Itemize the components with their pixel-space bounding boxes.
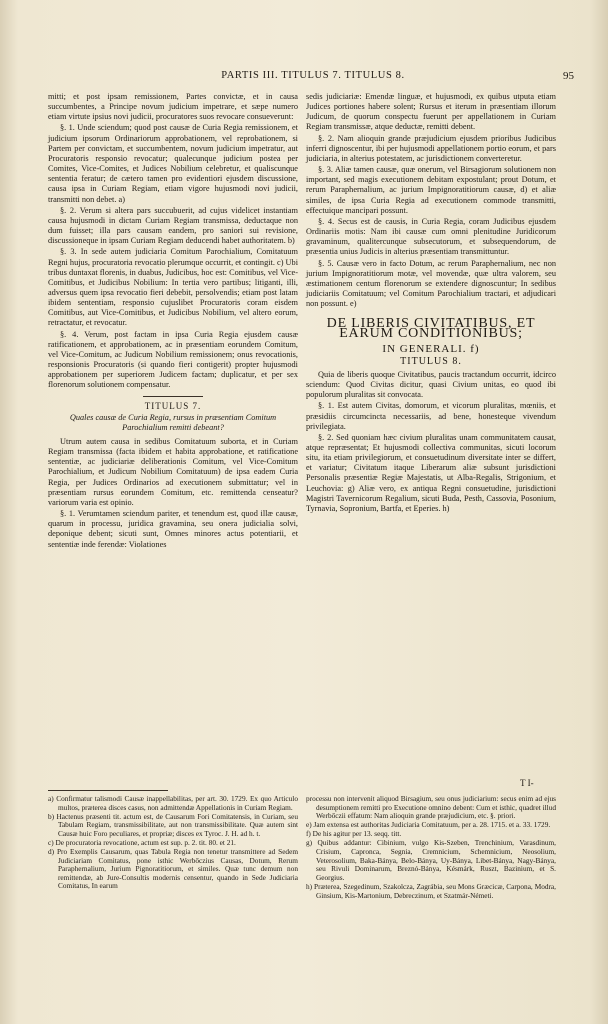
footnote: a) Confirmatur talismodi Causæ inappellabilitas, per art. 30. 1729. Ex quo Articulo multos, præterea disces casus, non admittendæ Appellationis in Curiam Regiam. bbox=[48, 794, 298, 812]
footnotes-left bbox=[48, 795, 298, 892]
catchword: T I- bbox=[520, 778, 534, 788]
footnote: f) De his agitur per 13. seqq. titt. bbox=[306, 829, 402, 839]
footnote: g) Quibus addantur: Cibinium, vulgo Kis-Szeben, Trenchinium, Varasdinum, Crisium, Capronca, Segnia, Cremnicium, Schemnicium, Neosolium, Veterosolium, Baka-Bánya, Belo-Bánya, Uy-Bánya, Libet-Bánya, Nagy-Bánya, seu Rivuli Dominarum, Breznó-Bánya, Késmárk, Ruszt, Bazinium, et S. Georgius. bbox=[306, 838, 556, 882]
section-subtitle: IN GENERALI. f) bbox=[382, 342, 480, 355]
paragraph: §. 1. Unde sciendum; quod post causæ de Curia Regia remissionem, et judicium ipsorum Ordinariorum approbationem, vel reprobationem, si Partem per convictam, et succumbentem, novum judicium impetratur, aut Procuratoris responsio revocatur; qualecunque judicium postea per Comites, Vice-Comites, et Judices Nobilium celebretur, et qualiscunque sententia feratur; de cætero tamen pro evidentiori ejusdem discussione, causa ipsa in Curiam Regiam, etiam vigore hujusmodi novi judicii, transmitti non debet. a) bbox=[48, 123, 298, 204]
footnote: c) De procuratoria revocatione, actum est sup. p. 2. tit. 80. et 21. bbox=[48, 837, 236, 847]
divider bbox=[143, 396, 203, 397]
paragraph: §. 2. Verum si altera pars succubuerit, ad cujus videlicet instantiam causa hujusmodi in dictam Curiam Regiam transmissa, deductaque non dum fuisset; illa pars causam eandem, pro saniori sui revisione, discussioneque in ipsam Curiam Regiam deducendi habet authoritatem. b) bbox=[48, 205, 298, 246]
paragraph: §. 4. Verum, post factam in ipsa Curia Regia ejusdem causæ ratificationem, et approbationem, ac in præsentiam eorundem Comitum, vel Vice-Comitum, ac Judicum Nobilium remissionem; onus revocationis, responsionis Procuratoris (si quando fieri contigerit) propter hujusmodi approbationem per superiorem Judicem factam; duplicatur, et per sex florenorum solutionem compensatur. bbox=[48, 329, 298, 390]
right-column bbox=[306, 92, 556, 515]
paragraph: §. 2. Sed quoniam hæc civium pluralitas unam communitatem causat, atque repræsentat; Et hujusmodi collectiva communitas, sicuti locorum situ, ita etiam privilegiorum, et consuetudinum diversitate inter se differt, et variatur; Civitatum itaque Liberarum aliæ subsunt jurisdictioni Personalis præsentiæ Regiæ Majestatis, ut Alba-Regalis, Strigonium, et Leuchovia: g) Aliæ vero, ex antiqua Regni consuetudine, jurisdictioni Magistri Tavernicorum Regalium, sicuti Buda, Pesth, Cassovia, Posonium, Tyrnavia, Sopronium, Bartfa, et Eperies. h) bbox=[306, 432, 556, 513]
paragraph: §. 4. Secus est de causis, in Curia Regia, coram Judicibus ejusdem Ordinariis motis: Nam ibi causæ cum omni plenitudine Juridicorum gravaminum, qualitercunque subsecutorum, et subsequendorum, de præsentia unius Judicis in alterius præsentiam transmittuntur. bbox=[306, 216, 556, 257]
paragraph: §. 3. Aliæ tamen causæ, quæ onerum, vel Birsagiorum solutionem non important, sed magis executionem debitam expostulant; prout Dotum, et rerum Paraphernalium, ac jurium Impignoratitiorum causæ, d) et aliæ similes, de ipsa Curia Regia ad executionem commode transmitti, effectuique mancipari possunt. bbox=[306, 165, 556, 215]
page-number: 95 bbox=[563, 70, 574, 82]
titulus-subtitle: Quales causæ de Curia Regia, rursus in præsentiam Comitum Parochialium remitti debeant? bbox=[69, 412, 277, 432]
paragraph: §. 2. Nam alioquin grande præjudicium ejusdem prioribus Judicibus inferri dignoscentur, ibi per hujusmodi appellationem portio eorum, et pars judiciaria, in alterius potestatem, ac jurisdictionem converteretur. bbox=[306, 133, 556, 163]
footnote: d) Pro Exemplis Causarum, quas Tabula Regia non tenetur transmittere ad Sedem Judiciariam Comitatus, pone isthic Werbőczius Causas, Dotum, Rerum Paraphernalium, Jurium Pignoratitiorum, et similes. Quæ tunc demum non remittendæ, ab Jure-Consultis modernis censentur, quando in Sede Judiciaria Comitatus, In earum bbox=[48, 847, 298, 891]
footnote: b) Hactenus præsenti tit. actum est, de Causarum Fori Comitatensis, in Curiam, seu Tabulam Regiam, transmissibilitate, aut non transmissibilitate. Quæ autem sint Causæ huic Foro peculiares, et propriæ; disces ex Tyroc. J. H. ad h. t. bbox=[48, 811, 298, 838]
paragraph: §. 1. Verumtamen sciendum pariter, et tenendum est, quod illæ causæ, quarum in processu, juridica gravamina, seu onera judicialia solvi, deponique debent; sicuti sunt, Omnes minores actus potentiarii, et sententiæ inde ferendæ: Violationes bbox=[48, 509, 298, 549]
paragraph: sedis judiciariæ: Emendæ linguæ, et hujusmodi, ex quibus utputa etiam Judices portiones habere solent; Rursus et iterum in præsentiam illorum Judicum, de quorum conspectu fuerunt per appellationem in Curiam Regiam transmissæ, atque deductæ, remitti debent. bbox=[306, 92, 556, 132]
paragraph: Utrum autem causa in sedibus Comitatuum suborta, et in Curiam Regiam transmissa (facta ibidem et habita approbatione, et ratificatione sententiæ, ac judiciariæ deliberationis Comitum, vel Vice-Comitum Parochialium, et Judicum Nobilium Comitatuum) de ipsa eadem Curia Regia, per Judices Ordinarios ad executionem submittatur; vel in præsentiam rursus eorundem Comitum, etc. remittenda censeatur? variorum varia est opinio. bbox=[48, 437, 298, 507]
footnote: h) Præterea, Szegedinum, Szakolcza, Zagrábia, seu Mons Græcicæ, Carpona, Modra, Ginsium, Kis-Martonium, Debreczinum, et Szatmár-Németi. bbox=[306, 881, 556, 900]
titulus-heading: TITULUS 8. bbox=[400, 355, 462, 367]
paragraph: §. 3. In sede autem judiciaria Comitum Parochialium, Comitatuum Regni hujus, procuratoria revocatio plerumque occurrit, et contingit. c) Ubi tribus duntaxat florenis, in duabus, Judicibus, hoc est: Comitibus, vel Vice-Comitibus, et Judicibus Nobilium: In tertia vero partibus; litiganti, illi, adversus quem ipsa revocatio fieri debebit, persolvendis; etiam post latam ibidem sententiam, responsio cujuslibet Procuratoris coram eisdem Comitibus, aut Vice-Comitibus, et Judicibus Nobilium, vel altero eorum, retractatur, et revocatur. bbox=[48, 247, 298, 328]
left-column bbox=[48, 92, 298, 551]
paragraph: mitti; et post ipsam remissionem, Partes convictæ, et in causa succumbentes, a Principe novum judicium impetrare, et sæpe numero etiam virtute ipsius novi judicii, procuratores suos revocare consueverunt: bbox=[48, 92, 298, 122]
page-header bbox=[48, 70, 578, 90]
footnotes-right bbox=[306, 795, 556, 901]
running-head: PARTIS III. TITULUS 7. TITULUS 8. bbox=[221, 70, 405, 81]
titulus-heading: TITULUS 7. bbox=[144, 400, 202, 411]
footnote-divider bbox=[48, 790, 168, 791]
paragraph: §. 5. Causæ vero in facto Dotum, ac rerum Paraphernalium, nec non jurium Impignoratitiorum motæ, vel movendæ, quæ ultra valorem, seu æstimationem centum florenorum se extendere dignoscuntur; In sedibus judiciariis Comitatuum; vel Comitum Parochialium tractari, et adjudicari non possunt. e) bbox=[306, 258, 556, 309]
paragraph: §. 1. Est autem Civitas, domorum, et vicorum pluralitas, mœniis, et præsidiis circumcincta necessariis, ad bene, honesteque vivendum privilegiata. bbox=[306, 401, 556, 431]
section-title: DE LIBERIS CIVITATIBUS, ET EARUM CONDITIONIBUS; bbox=[326, 316, 536, 342]
footnote: processu non intervenit aliquod Birsagium, seu onus judiciarium: secus enim ad ejus desumptionem remitti pro Executione omnino debent: Cum et isthic, quadret illud Werbőczii effatum: Nam alioquin grande præjudicium, etc. §. priori. bbox=[306, 794, 556, 821]
paragraph: Quia de liberis quoque Civitatibus, paucis tractandum occurrit, idcirco sciendum: Quod Civitas dicitur, quasi Civium unitas, eo quod ibi populorum pluralitas sit convocata. bbox=[306, 369, 556, 400]
footnote: e) Jam extensa est authoritas Judiciaria Comitatuum, per a. 28. 1715. et a. 33. 1729. bbox=[306, 820, 551, 830]
